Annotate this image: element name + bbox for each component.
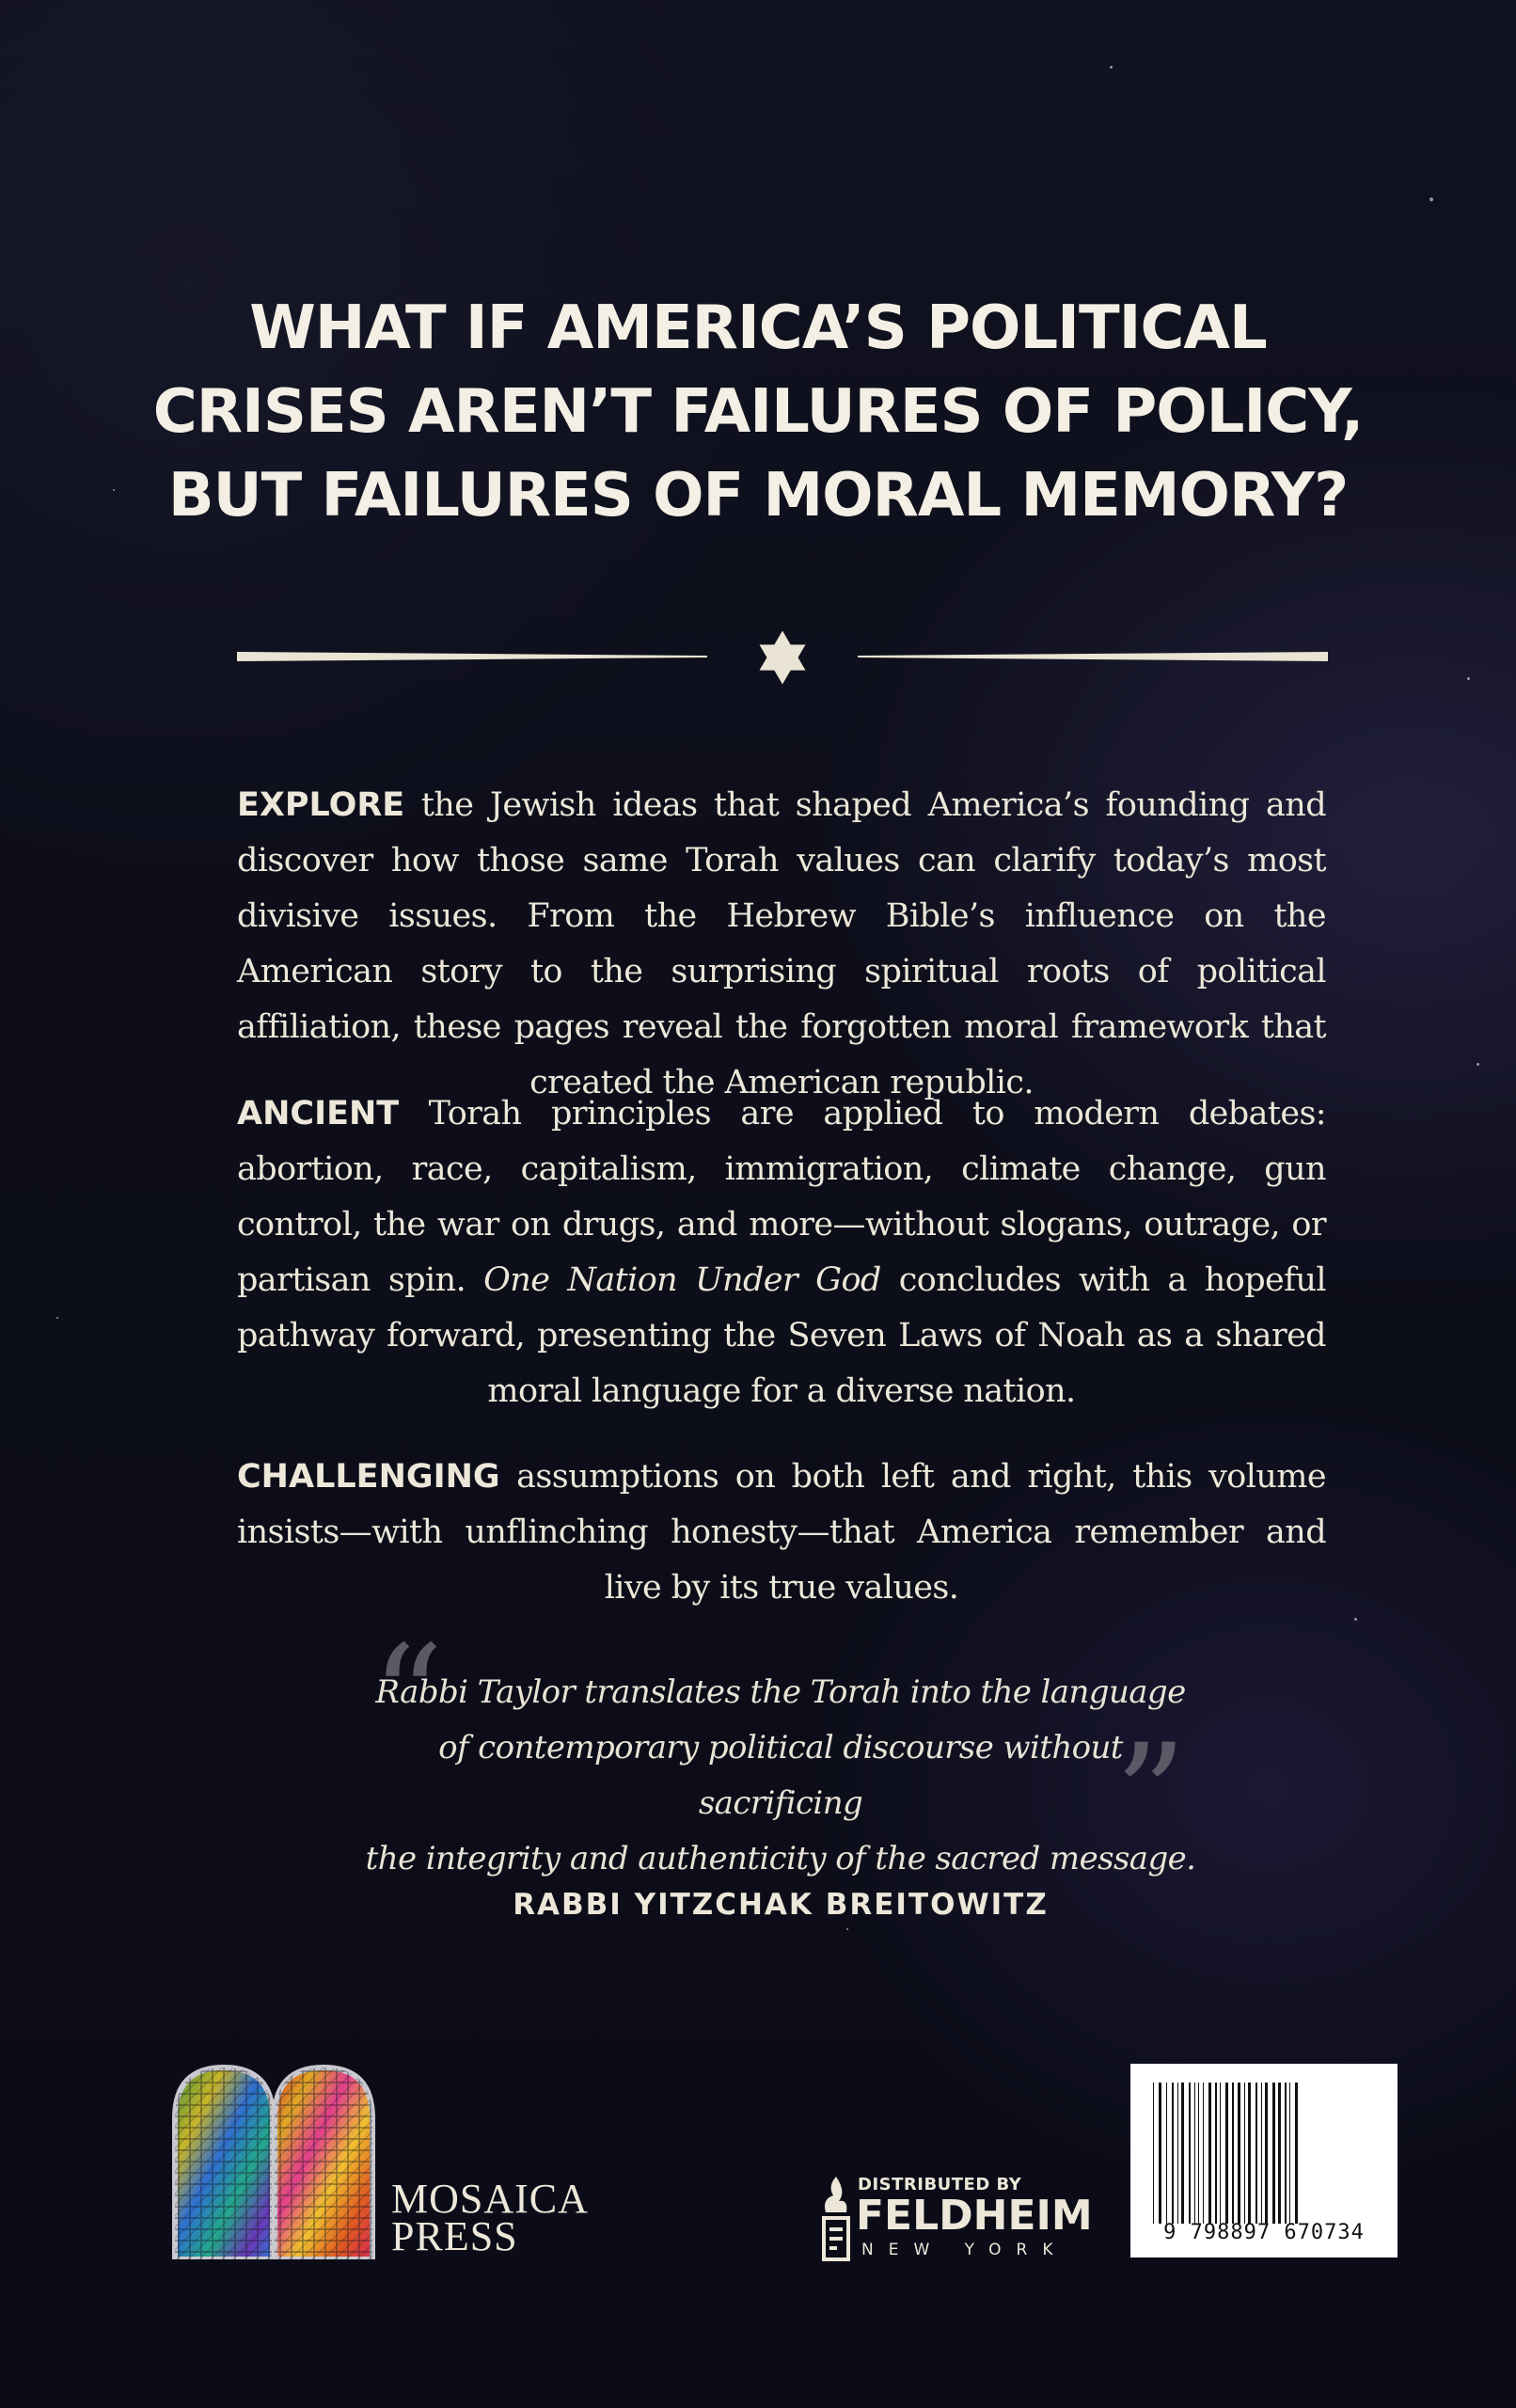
barcode-bar [1255, 2083, 1257, 2224]
barcode-bar [1220, 2083, 1221, 2224]
barcode-bar [1159, 2083, 1161, 2224]
background-star [1429, 198, 1433, 201]
barcode-bar [1194, 2083, 1195, 2224]
barcode-bar [1215, 2083, 1217, 2224]
distributor-logo [820, 2171, 1093, 2265]
distributed-by-label: DISTRIBUTED BY [858, 2175, 1022, 2194]
publisher-logo [167, 2060, 600, 2262]
paragraph-lead-word: ANCIENT [237, 1095, 400, 1133]
barcode-bar [1285, 2083, 1287, 2224]
barcode-bar [1153, 2083, 1154, 2224]
publisher-name-line: MOSAICA [391, 2176, 589, 2222]
paragraph-text: the Jewish ideas that shaped America’s founding and discover how those same Torah values can clarify today’s most divisive issues. From the Hebrew Bible’s influence on the American story to the surprising spiritual roots of political affiliation, these pages reveal the forgotten moral framework that created the American republic. [237, 786, 1326, 1101]
barcode-bar [1203, 2083, 1204, 2224]
paragraph-challenging [237, 1450, 1326, 1616]
barcode-bar [1244, 2083, 1245, 2224]
book-title: One Nation Under God [483, 1261, 881, 1299]
ornamental-divider [237, 626, 1328, 686]
endorsement-quote [357, 1616, 1204, 1947]
paragraph-explore [237, 778, 1326, 1111]
barcode-bar [1278, 2083, 1281, 2224]
paragraph-ancient [237, 1086, 1326, 1419]
distributor-city: NEW YORK [861, 2241, 1068, 2259]
isbn-barcode [1130, 2064, 1398, 2258]
headline-line: CRISES AREN’T FAILURES OF POLICY, [152, 377, 1364, 447]
background-star [1477, 1063, 1479, 1066]
publisher-name [391, 2176, 589, 2259]
barcode-bar [1181, 2083, 1184, 2224]
open-quote-icon: “ [371, 1616, 444, 1780]
background-star [1354, 1618, 1357, 1621]
quote-text [357, 1665, 1204, 1887]
headline [141, 287, 1375, 538]
headline-line: WHAT IF AMERICA’S POLITICAL [249, 293, 1267, 363]
barcode-bar [1289, 2083, 1290, 2224]
paragraph-text: concludes with a hopeful pathway forward, presenting the Seven Laws of Noah as a shared moral language for a diverse nation. [237, 1261, 1326, 1410]
barcode-bar [1172, 2083, 1174, 2224]
stained-glass-tablets-icon [167, 2060, 380, 2259]
divider-rule-left [237, 652, 707, 661]
quote-line: of contemporary political discourse without sacrificing [438, 1729, 1123, 1822]
barcode-bar [1198, 2083, 1199, 2224]
paragraph-lead-word: CHALLENGING [237, 1458, 500, 1496]
barcode-bar [1225, 2083, 1228, 2224]
headline-line: BUT FAILURES OF MORAL MEMORY? [167, 461, 1349, 531]
barcode-bar [1261, 2083, 1262, 2224]
background-star [56, 1317, 58, 1319]
barcode-bar [1177, 2083, 1178, 2224]
barcode-bar [1166, 2083, 1167, 2224]
quote-attribution: RABBI YITZCHAK BREITOWITZ [513, 1888, 1049, 1922]
publisher-name-line: PRESS [391, 2213, 518, 2259]
barcode-bar [1272, 2083, 1275, 2224]
flame-logo-icon [820, 2175, 852, 2261]
close-quote-icon: ” [1114, 1715, 1187, 1878]
paragraph-text: Torah principles are applied to modern debates: abortion, race, capitalism, immigration, climate change, gun control, the war on drugs, and more—without slogans, outrage, or partisan spin. [237, 1095, 1326, 1299]
barcode-bar [1238, 2083, 1240, 2224]
background-star [1110, 66, 1113, 69]
quote-line: Rabbi Taylor translates the Torah into the language [375, 1673, 1186, 1711]
barcode-bar [1189, 2083, 1191, 2224]
barcode-bar [1208, 2083, 1211, 2224]
barcode-bar [1232, 2083, 1234, 2224]
quote-line: the integrity and authenticity of the sacred message. [365, 1840, 1196, 1877]
distributor-name: FELDHEIM [856, 2192, 1093, 2240]
isbn-number: 9 798897 670734 [1163, 2221, 1365, 2244]
background-star [1467, 677, 1470, 680]
barcode-bar [1265, 2083, 1268, 2224]
star-of-david-icon [750, 626, 814, 689]
barcode-bar [1248, 2083, 1251, 2224]
barcode-bar [1295, 2083, 1298, 2224]
paragraph-text: assumptions on both left and right, this volume insists—with unflinching honesty—that America remember and live by its true values. [237, 1458, 1326, 1607]
barcode-bars [1151, 2083, 1377, 2224]
paragraph-lead-word: EXPLORE [237, 786, 405, 824]
background-star [113, 489, 115, 491]
divider-rule-right [858, 652, 1328, 661]
